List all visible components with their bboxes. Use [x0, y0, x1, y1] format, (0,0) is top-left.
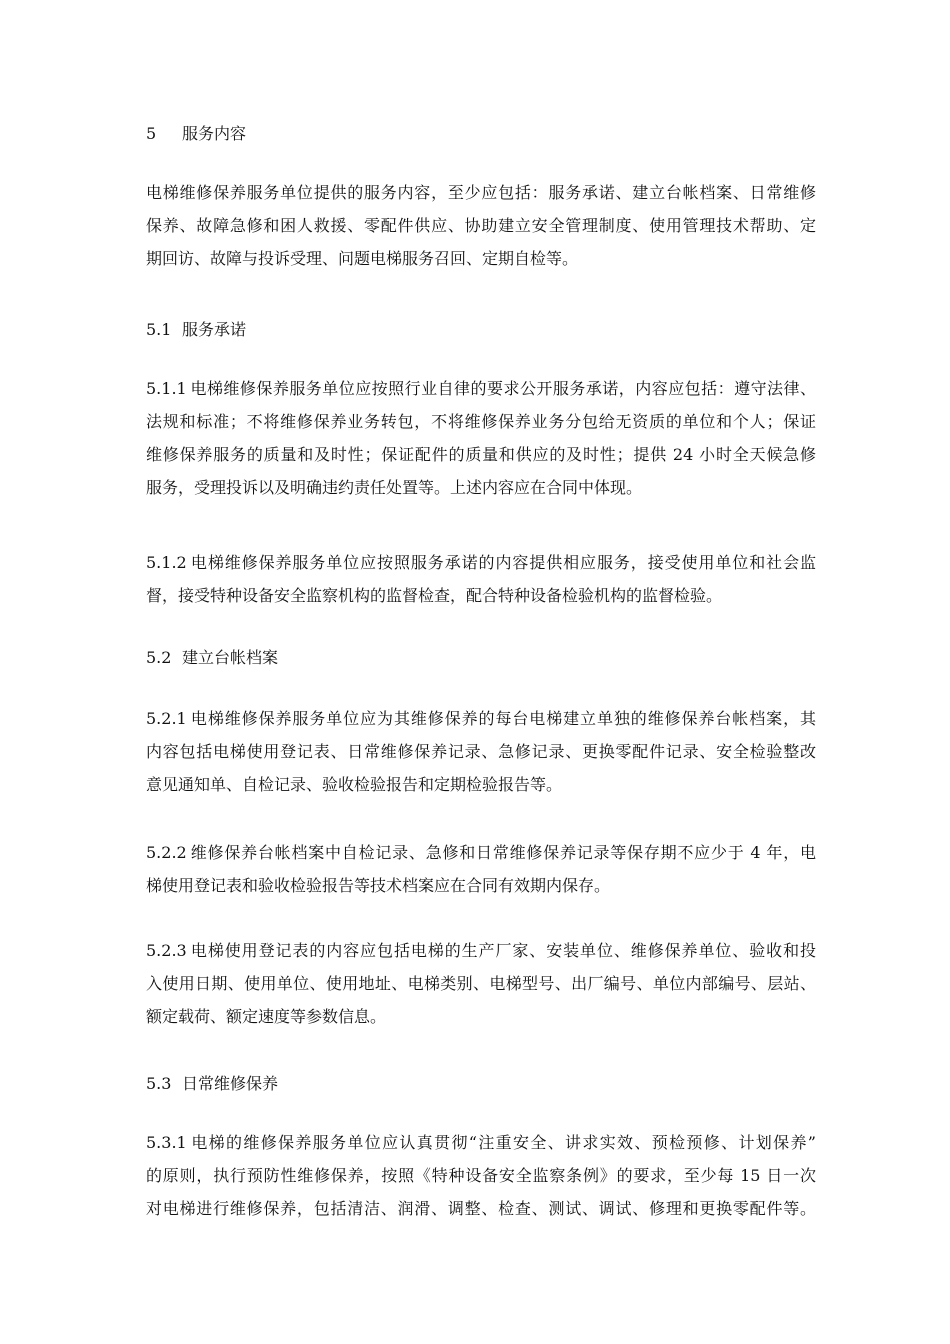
- section-number: 5.2: [146, 648, 172, 667]
- paragraph-line: 入使用日期、使用单位、使用地址、电梯类别、电梯型号、出厂编号、单位内部编号、层站、: [146, 974, 816, 993]
- paragraph-line: 保养、故障急修和困人救援、零配件供应、协助建立安全管理制度、使用管理技术帮助、定: [146, 216, 816, 235]
- paragraph-line: 对电梯进行维修保养，包括清洁、润滑、调整、检查、测试、调试、修理和更换零配件等。: [146, 1199, 816, 1218]
- paragraph-line: 意见通知单、自检记录、验收检验报告和定期检验报告等。: [146, 775, 563, 794]
- paragraph-line: 电梯维修保养服务单位提供的服务内容，至少应包括：服务承诺、建立台帐档案、日常维修: [146, 183, 816, 202]
- paragraph-line: 额定载荷、额定速度等参数信息。: [146, 1007, 387, 1026]
- paragraph-5-2-1: [146, 702, 816, 801]
- section-title: 服务承诺: [182, 320, 247, 339]
- paragraph-text: 电梯维修保养服务单位应按照行业自律的要求公开服务承诺，内容应包括：遵守法律、: [190, 379, 816, 398]
- section-number: 5.3: [146, 1074, 172, 1093]
- paragraph-text: 电梯的维修保养服务单位应认真贯彻“注重安全、讲求实效、预检预修、计划保养”: [190, 1133, 816, 1152]
- paragraph-line: 服务，受理投诉以及明确违约责任处置等。上述内容应在合同中体现。: [146, 478, 643, 497]
- paragraph-line: [146, 546, 816, 579]
- section-title: 建立台帐档案: [182, 648, 279, 667]
- paragraph-line: [146, 702, 816, 735]
- paragraph-line: [146, 372, 816, 405]
- paragraph-5-1-2: [146, 546, 816, 612]
- paragraph-5-2-2: [146, 836, 816, 902]
- paragraph-line: 法规和标准；不将维修保养业务转包，不将维修保养业务分包给无资质的单位和个人；保证: [146, 412, 816, 431]
- section-heading-5-2: [146, 648, 278, 668]
- section-title: 服务内容: [182, 124, 247, 143]
- paragraph-number: 5.3.1: [146, 1133, 187, 1152]
- paragraph-line: 维修保养服务的质量和及时性；保证配件的质量和供应的及时性；提供 24 小时全天候急修: [146, 445, 816, 464]
- section-number: 5: [146, 124, 157, 143]
- paragraph-text: 电梯维修保养服务单位应按照服务承诺的内容提供相应服务，接受使用单位和社会监: [190, 553, 816, 572]
- paragraph-line: 内容包括电梯使用登记表、日常维修保养记录、急修记录、更换零配件记录、安全检验整改: [146, 742, 816, 761]
- paragraph-5-2-3: [146, 934, 816, 1033]
- section-title: 日常维修保养: [182, 1074, 279, 1093]
- section-heading-5-3: [146, 1074, 278, 1094]
- section-heading-5: [146, 124, 246, 144]
- paragraph-line: [146, 836, 816, 869]
- paragraph-text: 电梯维修保养服务单位应为其维修保养的每台电梯建立单独的维修保养台帐档案，其: [190, 709, 816, 728]
- paragraph-number: 5.2.2: [146, 843, 187, 862]
- paragraph-text: 电梯使用登记表的内容应包括电梯的生产厂家、安装单位、维修保养单位、验收和投: [190, 941, 816, 960]
- paragraph-line: 督，接受特种设备安全监察机构的监督检查，配合特种设备检验机构的监督检验。: [146, 586, 723, 605]
- paragraph-line: 梯使用登记表和验收检验报告等技术档案应在合同有效期内保存。: [146, 876, 611, 895]
- paragraph-number: 5.1.2: [146, 553, 187, 572]
- paragraph-number: 5.2.1: [146, 709, 187, 728]
- paragraph-line: 的原则，执行预防性维修保养，按照《特种设备安全监察条例》的要求，至少每 15 日一次: [146, 1166, 816, 1185]
- paragraph-5-1-1: [146, 372, 816, 504]
- paragraph-5-3-1: [146, 1126, 816, 1225]
- paragraph-line: 期回访、故障与投诉受理、问题电梯服务召回、定期自检等。: [146, 249, 579, 268]
- section-heading-5-1: [146, 320, 246, 340]
- paragraph-line: [146, 1126, 816, 1159]
- paragraph-text: 维修保养台帐档案中自检记录、急修和日常维修保养记录等保存期不应少于 4 年，电: [190, 843, 816, 862]
- paragraph-line: [146, 934, 816, 967]
- paragraph-5-intro: [146, 176, 816, 275]
- paragraph-number: 5.1.1: [146, 379, 187, 398]
- paragraph-number: 5.2.3: [146, 941, 187, 960]
- section-number: 5.1: [146, 320, 172, 339]
